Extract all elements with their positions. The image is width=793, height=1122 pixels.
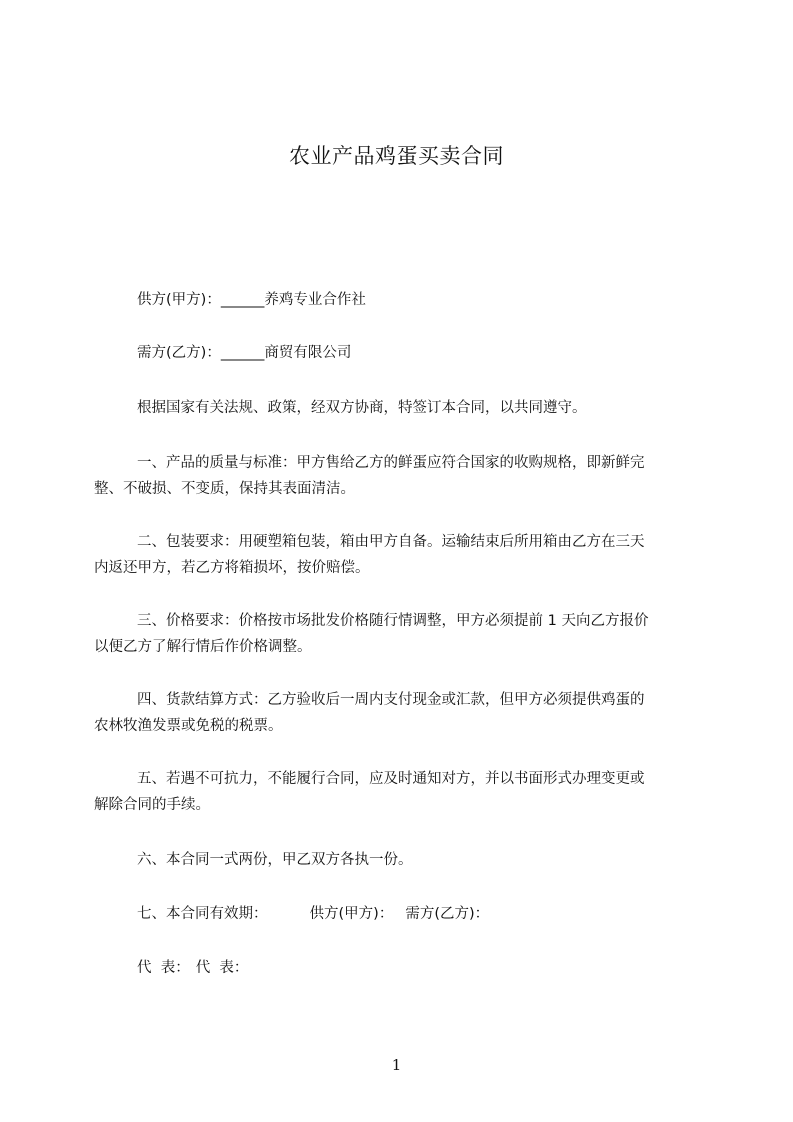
clause-4-line-2: 农林牧渔发票或免税的税票。 [94,718,283,734]
clause-3-line-2: 以便乙方了解行情后作价格调整。 [94,639,312,655]
intro-paragraph: 根据国家有关法规、政策，经双方协商，特签订本合同，以共同遵守。 [137,400,587,416]
supplier-line: 供方(甲方)：______养鸡专业合作社 [137,292,366,308]
clause-2-line-2: 内返还甲方，若乙方将箱损坏，按价赔偿。 [94,560,370,576]
supplier-signature-label: 供方(甲方)： [309,906,394,922]
clause-4 [94,687,704,739]
clause-1-line-1: 一、产品的质量与标准：甲方售给乙方的鲜蛋应符合国家的收购规格，即新鲜完 [137,455,645,471]
representative-1-label: 代 表： [137,960,190,976]
buyer-line: 需方(乙方)：______商贸有限公司 [137,345,352,361]
representatives-line [137,957,248,979]
page-number: 1 [391,1056,402,1074]
clause-7-label: 七、本合同有效期： [137,906,268,922]
clause-5 [94,766,704,818]
clause-2-line-1: 二、包装要求：用硬塑箱包装，箱由甲方自备。运输结束后所用箱由乙方在三天 [137,534,645,550]
clause-5-line-2: 解除合同的手续。 [94,797,210,813]
buyer-signature-label: 需方(乙方)： [405,906,490,922]
clause-4-line-1: 四、货款结算方式：乙方验收后一周内支付现金或汇款，但甲方必须提供鸡蛋的 [137,692,645,708]
document-title: 农业产品鸡蛋买卖合同 [289,144,504,168]
clause-7 [137,903,489,925]
clause-2 [94,529,704,581]
representative-2-label: 代 表： [195,960,249,976]
clause-1 [94,450,704,502]
clause-1-line-2: 整、不破损、不变质，保持其表面清洁。 [94,481,355,497]
clause-5-line-1: 五、若遇不可抗力，不能履行合同，应及时通知对方，并以书面形式办理变更或 [137,771,645,787]
clause-3-line-1: 三、价格要求：价格按市场批发价格随行情调整，甲方必须提前 1 天向乙方报价 [137,613,649,629]
clause-6: 六、本合同一式两份，甲乙双方各执一份。 [137,852,413,868]
clause-3 [94,608,704,660]
